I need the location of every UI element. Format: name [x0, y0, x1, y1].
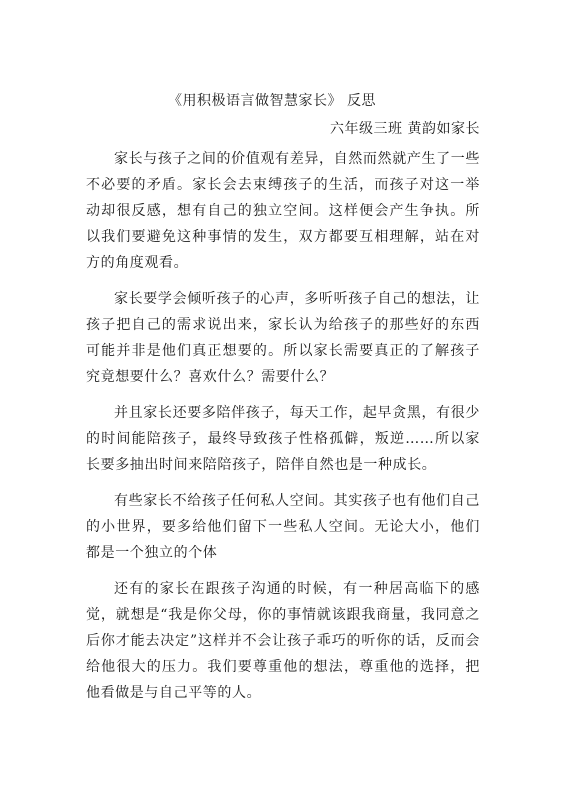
paragraph-4: 有些家长不给孩子任何私人空间。其实孩子也有他们自己的小世界，要多给他们留下一些私人空间。无论大小，他们都是一个独立的个体 [86, 493, 480, 561]
document-body [86, 146, 480, 716]
paragraph-3: 并且家长还要多陪伴孩子，每天工作，起早贪黑，有很少的时间能陪孩子，最终导致孩子性格孤僻，叛逆……所以家长要多抽出时间来陪陪孩子，陪伴自然也是一种成长。 [86, 405, 480, 473]
paragraph-5: 还有的家长在跟孩子沟通的时候，有一种居高临下的感觉，就想是“我是你父母，你的事情就该跟我商量，我同意之后你才能去决定”这样并不会让孩子乖巧的听你的话，反而会给他很大的压力。我们要尊重他的想法，尊重他的选择，把他看做是与自己平等的人。 [86, 581, 480, 701]
paragraph-1: 家长与孩子之间的价值观有差异，自然而然就产生了一些不必要的矛盾。家长会去束缚孩子的生活，而孩子对这一举动却很反感，想有自己的独立空间。这样便会产生争执。所以我们要避免这种事情的发生，双方都要互相理解，站在对方的角度观看。 [86, 151, 480, 271]
document-author: 六年级三班 黄韵如家长 [330, 121, 480, 137]
document-title: 《用积极语言做智慧家长》 反思 [168, 93, 376, 109]
paragraph-2: 家长要学会倾听孩子的心声，多听听孩子自己的想法，让孩子把自己的需求说出来，家长认为给孩子的那些好的东西可能并非是他们真正想要的。所以家长需要真正的了解孩子究竟想要什么？喜欢什么？需要什么？ [86, 291, 480, 385]
